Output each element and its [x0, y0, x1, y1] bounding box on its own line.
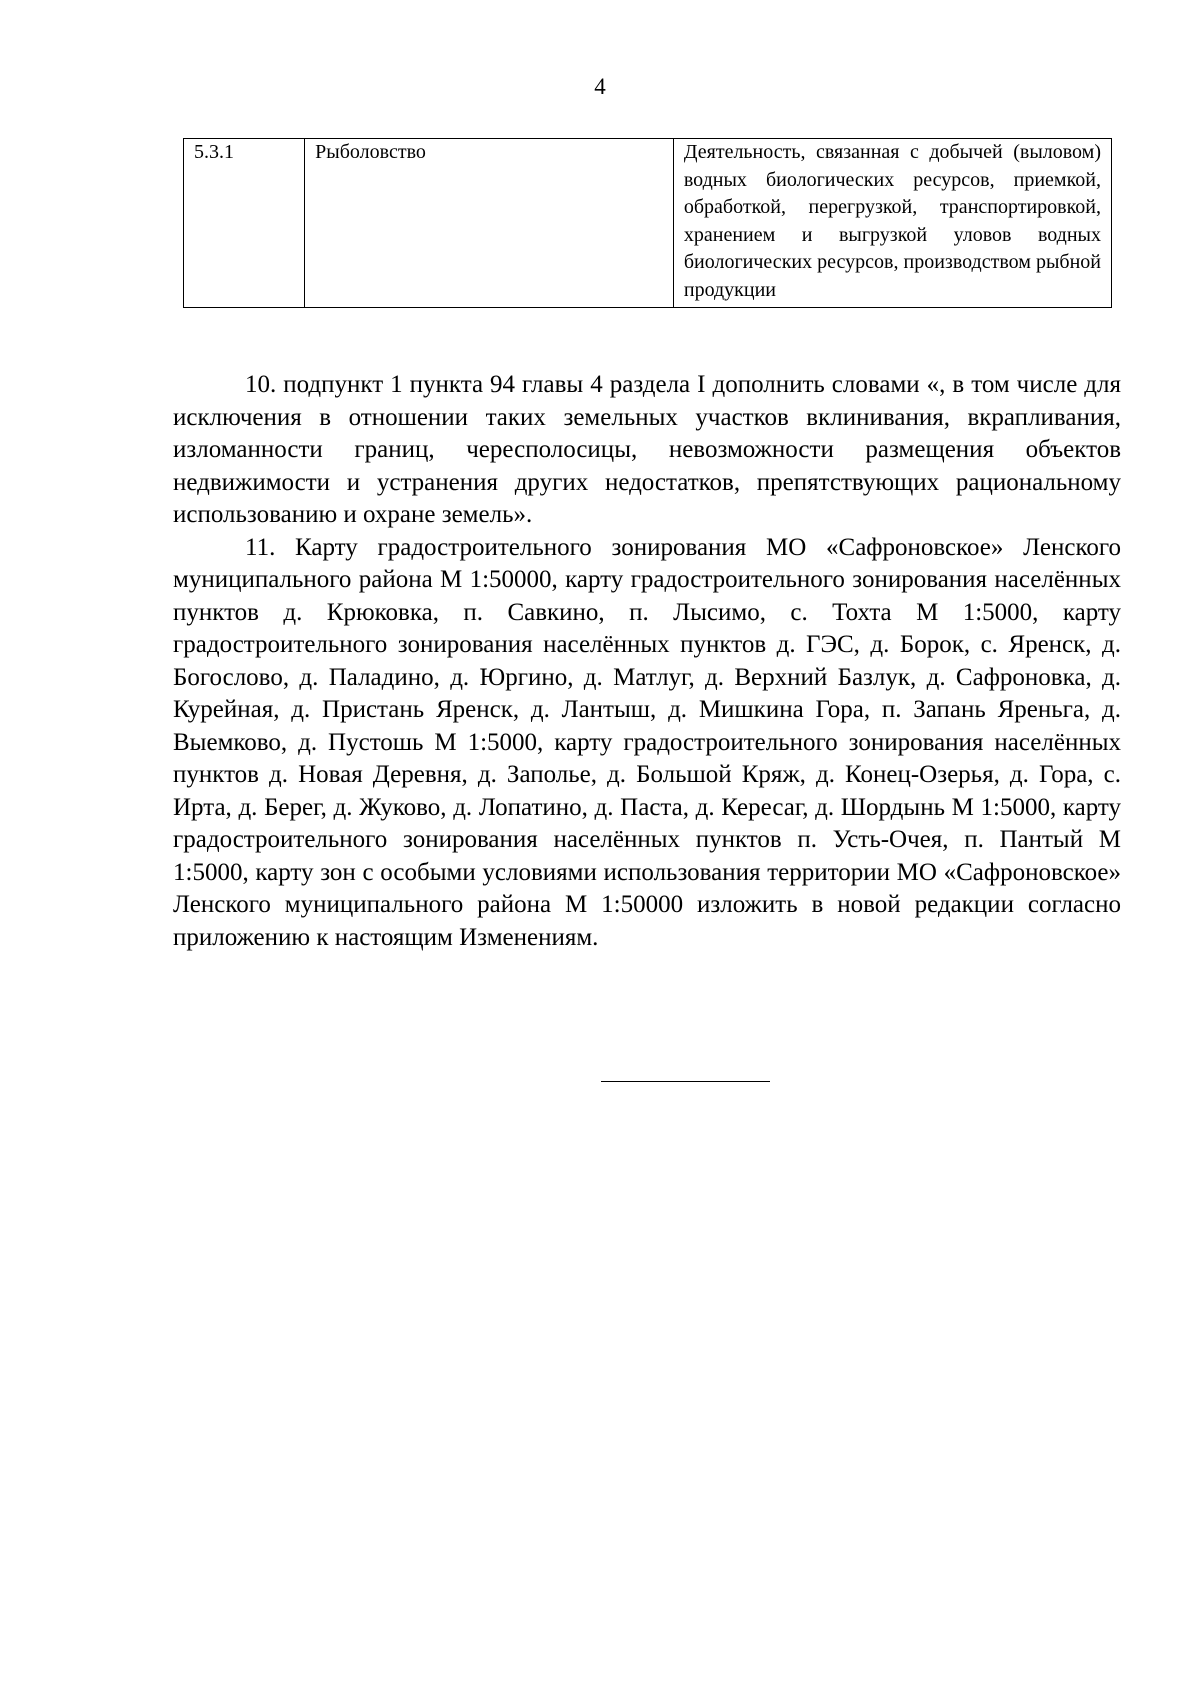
paragraph-item-11: 11. Карту градостроительного зонирования МО «Сафроновское» Ленского муниципального района М 1:50000, карту градостроительного зонирования населённых пунктов д. Крюковка, п. Савкино, п. Лысимо, с. Тохта М 1:5000, карту градостроительного зонирования населённых пунктов д. ГЭС, д. Борок, с. Яренск, д. Богослово, д. Паладино, д. Юргино, д. Матлуг, д. Верхний Базлук, д. Сафроновка, д. Курейная, д. Пристань Яренск, д. Лантыш, д. Мишкина Гора, п. Запань Яреньга, д. Выемково, д. Пустошь М 1:5000, карту градостроительного зонирования населённых пунктов д. Новая Деревня, д. Заполье, д. Большой Кряж, д. Конец-Озерья, д. Гора, с. Ирта, д. Берег, д. Жуково, д. Лопатино, д. Паста, д. Кересаг, д. Шордынь М 1:5000, карту градостроительного зонирования населённых пунктов п. Усть-Очея, п. Пантый М 1:5000, карту зон с особыми условиями использования территории МО «Сафроновское» Ленского муниципального района М 1:50000 изложить в новой редакции согласно приложению к настоящим Изменениям.: [173, 533, 1121, 951]
end-of-document-line: [601, 1081, 770, 1082]
activity-table: [183, 138, 1112, 308]
document-body: [173, 369, 1121, 954]
page-number: 4: [594, 74, 606, 99]
activity-description-cell: Деятельность, связанная с добычей (выловом) водных биологических ресурсов, приемкой, обработкой, перегрузкой, транспортировкой, хранением и выгрузкой уловов водных биологических ресурсов, производством рыбной продукции: [673, 139, 1111, 308]
activity-name-cell: Рыболовство: [305, 139, 674, 308]
paragraph-item-10: 10. подпункт 1 пункта 94 главы 4 раздела I дополнить словами «, в том числе для исключения в отношении таких земельных участков вклинивания, вкрапливания, изломанности границ, чересполосицы, невозможности размещения объектов недвижимости и устранения других недостатков, препятствующих рациональному использованию и охране земель».: [173, 371, 1121, 528]
activity-code-cell: 5.3.1: [184, 139, 305, 308]
table-row: [184, 139, 1112, 308]
